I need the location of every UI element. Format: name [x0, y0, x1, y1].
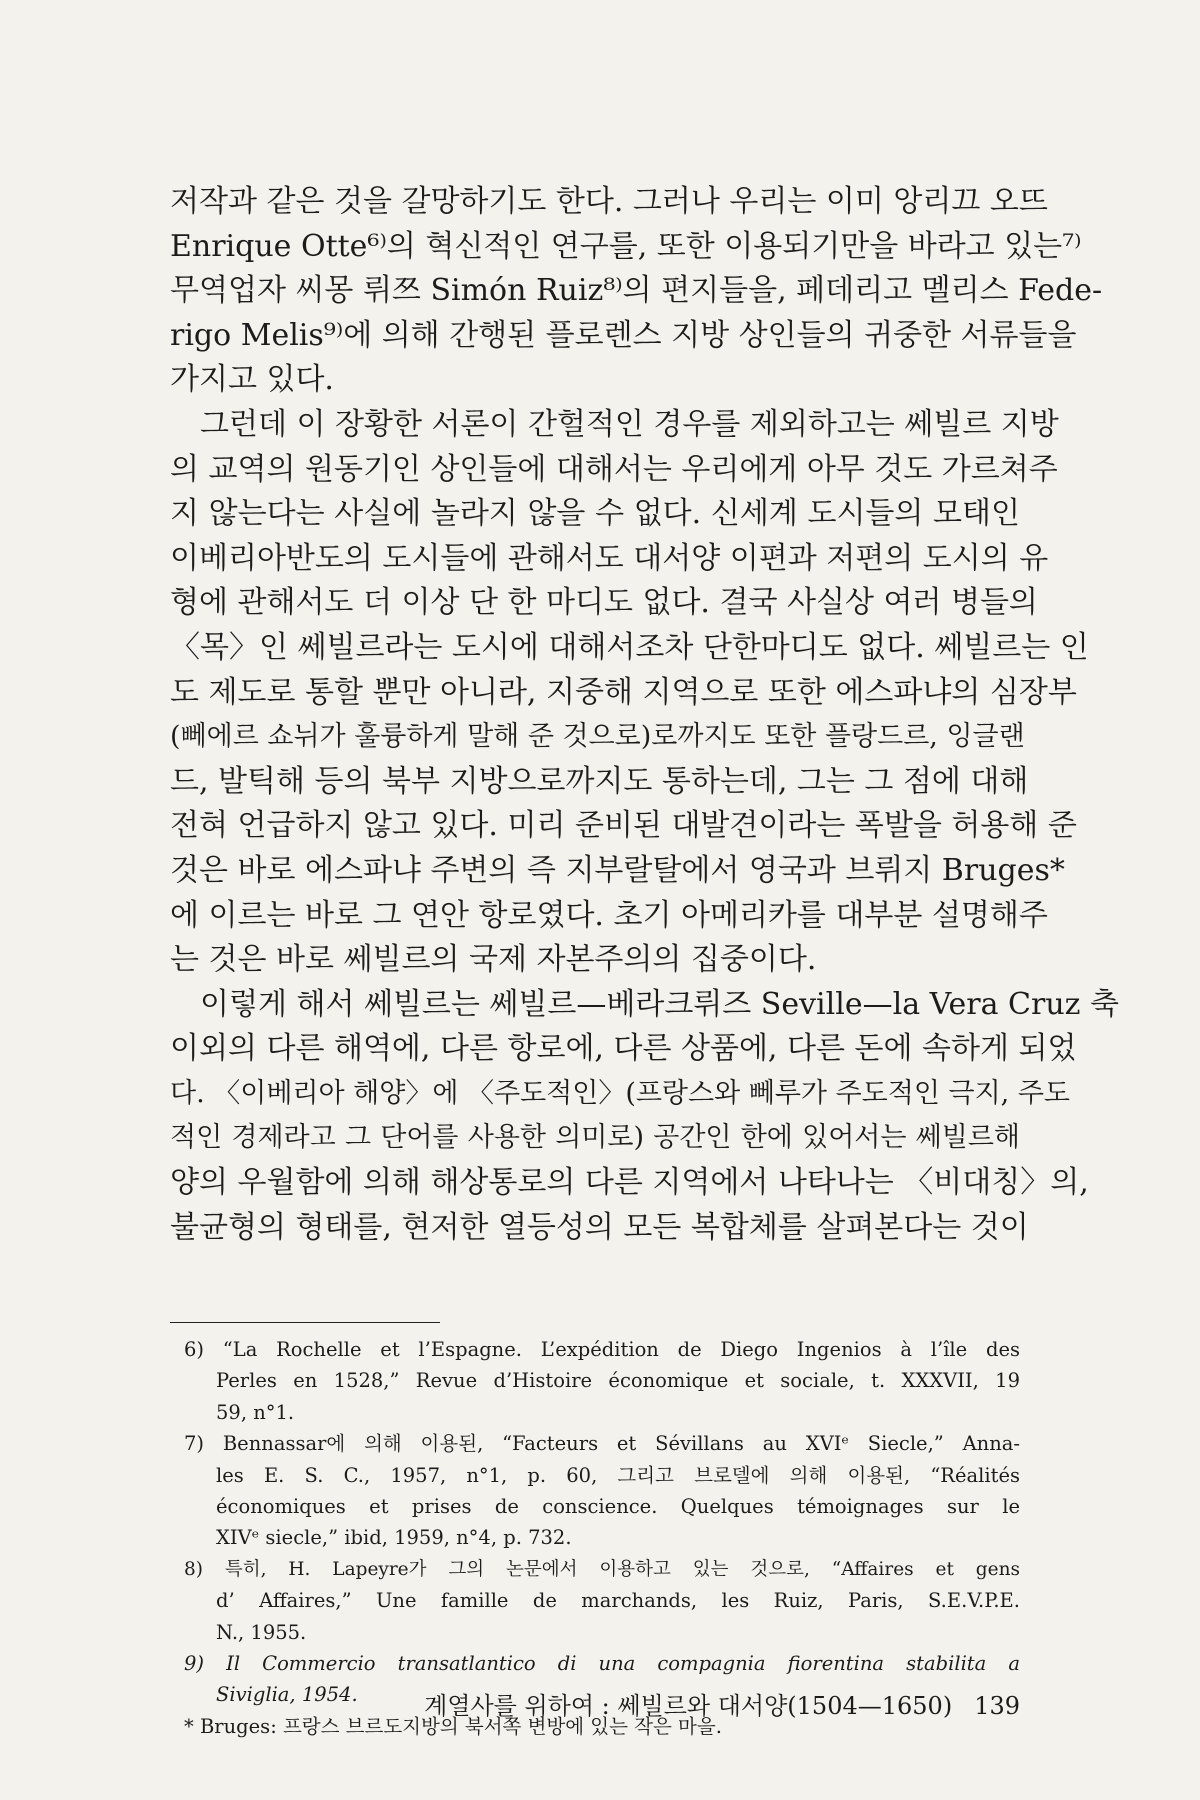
body-line: 양의 우월함에 의해 해상통로의 다른 지역에서 나타나는 〈비대칭〉의,: [170, 1165, 1089, 1201]
footnote-6-cont: 59, n°1.: [216, 1400, 295, 1424]
body-line: 무역업자 씨몽 뤼쯔 Simón Ruiz⁸⁾의 편지들을, 페데리고 멜리스 Fede-: [170, 273, 1103, 309]
footnote-8-cont: N., 1955.: [216, 1620, 307, 1644]
body-line: 그런데 이 장황한 서론이 간헐적인 경우를 제외하고는 쎄빌르 지방: [200, 406, 1059, 442]
body-line: 것은 바로 에스파냐 주변의 즉 지부랄탈에서 영국과 브뤼지 Bruges*: [170, 852, 1065, 888]
body-line: 형에 관해서도 더 이상 단 한 마디도 없다. 결국 사실상 여러 병들의: [170, 585, 1038, 621]
footnote-8: 8) 특히, H. Lapeyre가 그의 논문에서 이용하고 있는 것으로, “Affaires et gens: [184, 1558, 1020, 1580]
body-line: 드, 발틱해 등의 북부 지방으로까지도 통하는데, 그는 그 점에 대해: [170, 763, 1029, 799]
body-line: 전혀 언급하지 않고 있다. 미리 준비된 대발견이라는 폭발을 허용해 준: [170, 808, 1077, 844]
body-line: 지 않는다는 사실에 놀라지 않을 수 없다. 신세계 도시들의 모태인: [170, 496, 1020, 532]
footnote-7: 7) Bennassar에 의해 이용된, “Facteurs et Sévillans au XVIᵉ Siecle,” Anna-: [184, 1432, 1020, 1456]
footnote-7-cont: XIVᵉ siecle,” ibid, 1959, n°4, p. 732.: [216, 1526, 572, 1550]
body-line: 적인 경제라고 그 단어를 사용한 의미로) 공간인 한에 있어서는 쎄빌르해: [170, 1122, 1020, 1154]
body-line: 에 이르는 바로 그 연안 항로였다. 초기 아메리카를 대부분 설명해주: [170, 897, 1048, 933]
footnote-6: 6) “La Rochelle et l’Espagne. L’expédition de Diego Ingenios à l’île des: [184, 1338, 1020, 1361]
page-number: 139: [974, 1692, 1020, 1720]
body-line: 도 제도로 통할 뿐만 아니라, 지중해 지역으로 또한 에스파냐의 심장부: [170, 674, 1077, 710]
footnote-7-cont: économiques et prises de conscience. Quelques témoignages sur le: [216, 1494, 1020, 1518]
body-line: 가지고 있다.: [170, 362, 334, 398]
body-line: Enrique Otte⁶⁾의 혁신적인 연구를, 또한 이용되기만을 바라고 있는⁷⁾: [170, 228, 1082, 264]
body-line: rigo Melis⁹⁾에 의해 간행된 플로렌스 지방 상인들의 귀중한 서류들을: [170, 317, 1077, 353]
running-title: 계열사를 위하여 : 쎄빌르와 대서양(1504—1650): [424, 1692, 953, 1720]
footnote-8-cont: d’ Affaires,” Une famille de marchands, les Ruiz, Paris, S.E.V.P.E.: [216, 1589, 1020, 1613]
page-footer: [390, 1686, 1020, 1721]
body-line: 이렇게 해서 쎄빌르는 쎄빌르—베라크뤼즈 Seville—la Vera Cruz 축: [200, 986, 1119, 1022]
body-line: 다. 〈이베리아 해양〉에 〈주도적인〉(프랑스와 뻬루가 주도적인 극지, 주도: [170, 1077, 1070, 1109]
body-line: 불균형의 형태를, 현저한 열등성의 모든 복합체를 살펴본다는 것이: [170, 1209, 1029, 1245]
footnote-6-cont: Perles en 1528,” Revue d’Histoire économique et sociale, t. XXXVII, 19: [216, 1369, 1020, 1393]
footnote-9: 9) Il Commercio transatlantico di una compagnia fiorentina stabilita a: [184, 1651, 1020, 1675]
body-line: 〈목〉인 쎄빌르라는 도시에 대해서조차 단한마디도 없다. 쎄빌르는 인: [170, 629, 1089, 665]
body-line: (뻬에르 쇼뉘가 훌륭하게 말해 준 것으로)로까지도 또한 플랑드르, 잉글랜: [170, 721, 1025, 753]
body-line: 이외의 다른 해역에, 다른 항로에, 다른 상품에, 다른 돈에 속하게 되었: [170, 1031, 1077, 1067]
footnote-bruges: * Bruges: 프랑스 브르도지방의 북서쪽 변방에 있는 작은 마을.: [184, 1714, 722, 1738]
footnotes: [184, 1334, 1020, 1742]
body-line: 는 것은 바로 쎄빌르의 국제 자본주의의 집중이다.: [170, 942, 817, 978]
body-line: 저작과 같은 것을 갈망하기도 한다. 그러나 우리는 이미 앙리끄 오뜨: [170, 184, 1048, 219]
body-line: 의 교역의 원동기인 상인들에 대해서는 우리에게 아무 것도 가르쳐주: [170, 451, 1058, 487]
body-text: [170, 180, 1119, 1250]
body-line: 이베리아반도의 도시들에 관해서도 대서양 이편과 저편의 도시의 유: [170, 540, 1049, 576]
footnote-9-cont: Siviglia, 1954.: [216, 1683, 358, 1707]
footnote-7-cont: les E. S. C., 1957, n°1, p. 60, 그리고 브로델에 의해 이용된, “Réalités: [216, 1463, 1020, 1487]
footnote-rule: [170, 1322, 440, 1323]
